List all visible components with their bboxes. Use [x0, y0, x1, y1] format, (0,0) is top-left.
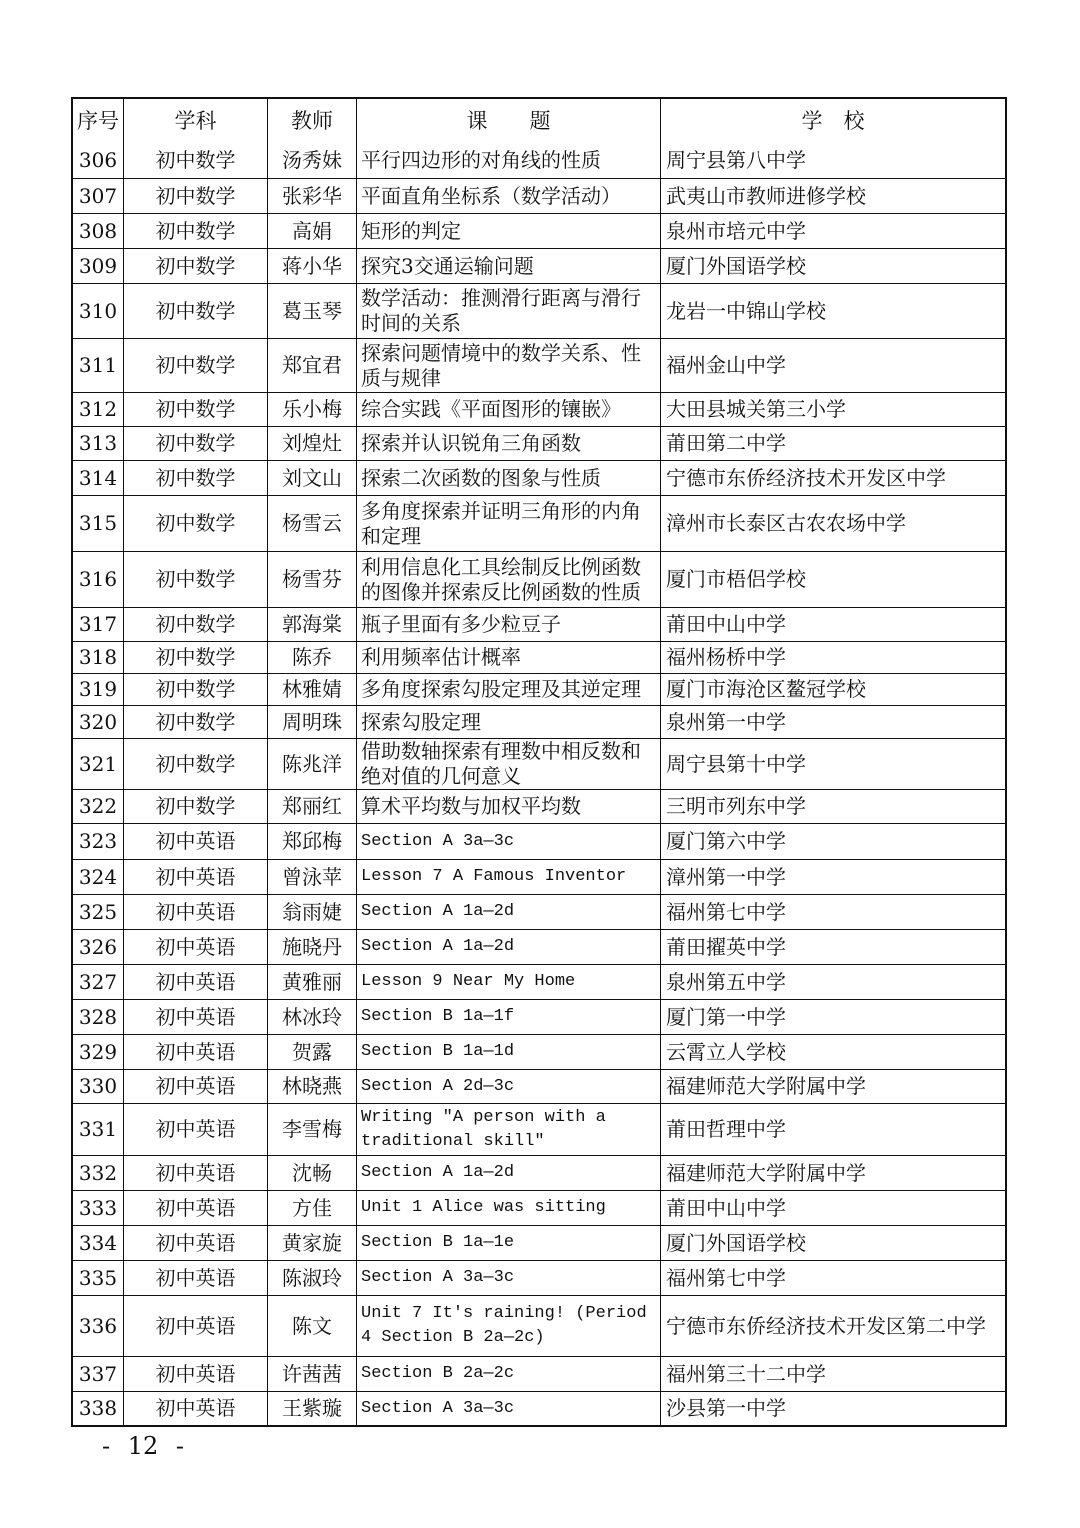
cell-number: 313: [73, 427, 124, 460]
table-row: [73, 248, 1005, 283]
cell-topic: Section B 1a—1d: [357, 1035, 661, 1069]
cell-topic: Section B 1a—1f: [357, 1000, 661, 1034]
cell-school: 宁德市东侨经济技术开发区第二中学: [666, 1313, 986, 1338]
header-number: 序号: [73, 99, 124, 143]
cell-topic: 探索并认识锐角三角函数: [357, 427, 661, 460]
cell-subject: 初中数学: [124, 552, 268, 607]
cell-teacher: 葛玉琴: [268, 284, 357, 338]
cell-school: 漳州第一中学: [666, 864, 786, 889]
cell-topic: Writing "A person with a traditional skill": [357, 1104, 661, 1155]
cell-teacher: 陈淑玲: [268, 1261, 357, 1295]
cell-school: 三明市列东中学: [666, 794, 806, 818]
cell-number: 333: [73, 1191, 124, 1225]
table-row: [73, 426, 1005, 460]
cell-teacher: 曾泳苹: [268, 860, 357, 894]
cell-subject: 初中英语: [124, 1104, 268, 1155]
cell-number: 320: [73, 706, 124, 738]
cell-number: 336: [73, 1296, 124, 1356]
cell-number: 338: [73, 1392, 124, 1425]
table-row: [73, 607, 1005, 641]
table-row: [73, 673, 1005, 705]
table-row: [73, 859, 1005, 894]
cell-topic: Section A 3a—3c: [357, 1261, 661, 1295]
cell-teacher: 刘煌灶: [268, 427, 357, 460]
cell-topic: 综合实践《平面图形的镶嵌》: [357, 393, 661, 426]
table-row: [73, 738, 1005, 789]
table-row: [73, 1155, 1005, 1190]
cell-teacher: 陈文: [268, 1296, 357, 1356]
cell-teacher: 周明珠: [268, 706, 357, 738]
cell-subject: 初中数学: [124, 249, 268, 283]
cell-school: 厦门外国语学校: [666, 1230, 806, 1255]
cell-teacher: 沈畅: [268, 1156, 357, 1190]
header-school: 学 校: [801, 108, 865, 133]
cell-school: 泉州市培元中学: [666, 218, 806, 243]
cell-subject: 初中英语: [124, 895, 268, 929]
cell-teacher: 贺露: [268, 1035, 357, 1069]
cell-number: 331: [73, 1104, 124, 1155]
cell-teacher: 郭海棠: [268, 608, 357, 641]
cell-teacher: 刘文山: [268, 461, 357, 495]
table-row: [73, 1069, 1005, 1103]
cell-school: 厦门市海沧区鳌冠学校: [666, 677, 866, 701]
cell-number: 321: [73, 739, 124, 789]
cell-topic: Unit 1 Alice was sitting: [357, 1191, 661, 1225]
cell-school: 泉州第五中学: [666, 969, 786, 994]
table-row: [73, 1190, 1005, 1225]
table-row: [73, 495, 1005, 551]
cell-topic: 数学活动：推测滑行距离与滑行时间的关系: [357, 284, 661, 338]
cell-teacher: 林雅婧: [268, 674, 357, 705]
cell-topic: 探究3交通运输问题: [357, 249, 661, 283]
cell-subject: 初中数学: [124, 739, 268, 789]
cell-teacher: 林冰玲: [268, 1000, 357, 1034]
cell-topic: Section B 1a—1e: [357, 1226, 661, 1260]
cell-school: 厦门第六中学: [666, 829, 786, 853]
cell-number: 316: [73, 552, 124, 607]
cell-topic: Section B 2a—2c: [357, 1357, 661, 1391]
cell-subject: 初中英语: [124, 824, 268, 859]
cell-number: 327: [73, 965, 124, 999]
cell-topic: Section A 1a—2d: [357, 895, 661, 929]
table-row: [73, 460, 1005, 495]
cell-topic: Unit 7 It's raining! (Period 4 Section B 2a—2c): [357, 1296, 661, 1356]
cell-subject: 初中数学: [124, 339, 268, 392]
cell-number: 308: [73, 214, 124, 248]
cell-subject: 初中英语: [124, 1035, 268, 1069]
cell-subject: 初中数学: [124, 496, 268, 551]
lesson-table: [71, 97, 1007, 1427]
cell-subject: 初中英语: [124, 1392, 268, 1425]
cell-school: 莆田哲理中学: [666, 1117, 786, 1141]
cell-subject: 初中英语: [124, 1226, 268, 1260]
table-row: [73, 1034, 1005, 1069]
cell-teacher: 杨雪云: [268, 496, 357, 551]
cell-school: 福建师范大学附属中学: [666, 1074, 866, 1098]
header-teacher: 教师: [268, 99, 357, 143]
cell-topic: 多角度探索并证明三角形的内角和定理: [357, 496, 661, 551]
cell-number: 322: [73, 790, 124, 823]
cell-topic: 矩形的判定: [357, 214, 661, 248]
cell-number: 337: [73, 1357, 124, 1391]
cell-topic: 平面直角坐标系（数学活动）: [357, 179, 661, 213]
table-row: [73, 213, 1005, 248]
table-row: [73, 1103, 1005, 1155]
cell-school: 沙县第一中学: [666, 1396, 786, 1420]
cell-teacher: 黄雅丽: [268, 965, 357, 999]
cell-subject: 初中数学: [124, 706, 268, 738]
cell-number: 325: [73, 895, 124, 929]
cell-subject: 初中英语: [124, 1000, 268, 1034]
cell-school: 宁德市东侨经济技术开发区中学: [666, 465, 946, 490]
table-row: [73, 143, 1005, 178]
cell-teacher: 王紫璇: [268, 1392, 357, 1425]
cell-number: 332: [73, 1156, 124, 1190]
cell-teacher: 汤秀妹: [268, 143, 357, 178]
cell-topic: 多角度探索勾股定理及其逆定理: [357, 674, 661, 705]
cell-topic: Lesson 7 A Famous Inventor: [357, 860, 661, 894]
table-row: [73, 1356, 1005, 1391]
cell-teacher: 方佳: [268, 1191, 357, 1225]
cell-school: 福州杨桥中学: [666, 645, 786, 669]
cell-subject: 初中英语: [124, 1191, 268, 1225]
cell-number: 307: [73, 179, 124, 213]
table-row: [73, 283, 1005, 338]
cell-teacher: 蒋小华: [268, 249, 357, 283]
cell-school: 云霄立人学校: [666, 1039, 786, 1064]
cell-teacher: 黄家旋: [268, 1226, 357, 1260]
table-row: [73, 1225, 1005, 1260]
cell-subject: 初中英语: [124, 1261, 268, 1295]
cell-school: 福建师范大学附属中学: [666, 1160, 866, 1185]
table-row: [73, 641, 1005, 673]
cell-subject: 初中英语: [124, 930, 268, 964]
cell-subject: 初中数学: [124, 393, 268, 426]
cell-number: 318: [73, 642, 124, 673]
cell-teacher: 林晓燕: [268, 1070, 357, 1103]
table-body: [73, 143, 1005, 1425]
cell-school: 莆田第二中学: [666, 431, 786, 455]
cell-teacher: 李雪梅: [268, 1104, 357, 1155]
cell-topic: Section A 1a—2d: [357, 1156, 661, 1190]
cell-teacher: 施晓丹: [268, 930, 357, 964]
cell-number: 312: [73, 393, 124, 426]
cell-school: 福州第三十二中学: [666, 1361, 826, 1386]
table-row: [73, 1260, 1005, 1295]
cell-teacher: 张彩华: [268, 179, 357, 213]
cell-subject: 初中数学: [124, 642, 268, 673]
cell-number: 335: [73, 1261, 124, 1295]
table-row: [73, 705, 1005, 738]
cell-school: 厦门第一中学: [666, 1004, 786, 1029]
cell-school: 福州第七中学: [666, 899, 786, 924]
cell-subject: 初中数学: [124, 214, 268, 248]
cell-number: 334: [73, 1226, 124, 1260]
cell-subject: 初中英语: [124, 1357, 268, 1391]
cell-topic: 探索勾股定理: [357, 706, 661, 738]
cell-number: 315: [73, 496, 124, 551]
cell-topic: 瓶子里面有多少粒豆子: [357, 608, 661, 641]
header-topic: 课 题: [357, 99, 661, 143]
table-row: [73, 1295, 1005, 1356]
table-row: [73, 929, 1005, 964]
cell-topic: 借助数轴探索有理数中相反数和绝对值的几何意义: [357, 739, 661, 789]
cell-subject: 初中数学: [124, 461, 268, 495]
table-row: [73, 392, 1005, 426]
cell-school: 周宁县第十中学: [666, 751, 806, 776]
cell-topic: 探索二次函数的图象与性质: [357, 461, 661, 495]
cell-school: 莆田中山中学: [666, 1195, 786, 1220]
cell-topic: Section A 1a—2d: [357, 930, 661, 964]
cell-topic: Section A 2d—3c: [357, 1070, 661, 1103]
cell-teacher: 乐小梅: [268, 393, 357, 426]
cell-subject: 初中数学: [124, 790, 268, 823]
cell-topic: Lesson 9 Near My Home: [357, 965, 661, 999]
table-row: [73, 338, 1005, 392]
cell-subject: 初中英语: [124, 860, 268, 894]
cell-teacher: 陈兆洋: [268, 739, 357, 789]
cell-school: 莆田中山中学: [666, 612, 786, 636]
cell-number: 326: [73, 930, 124, 964]
cell-number: 311: [73, 339, 124, 392]
cell-number: 330: [73, 1070, 124, 1103]
cell-number: 309: [73, 249, 124, 283]
cell-school: 武夷山市教师进修学校: [666, 183, 866, 208]
table-row: [73, 789, 1005, 823]
cell-subject: 初中英语: [124, 965, 268, 999]
cell-topic: Section A 3a—3c: [357, 1392, 661, 1425]
cell-number: 319: [73, 674, 124, 705]
table-row: [73, 551, 1005, 607]
cell-number: 324: [73, 860, 124, 894]
cell-school: 福州金山中学: [666, 353, 786, 377]
cell-topic: 平行四边形的对角线的性质: [357, 143, 661, 178]
cell-school: 大田县城关第三小学: [666, 397, 846, 421]
cell-teacher: 陈乔: [268, 642, 357, 673]
cell-subject: 初中数学: [124, 674, 268, 705]
cell-school: 厦门市梧侣学校: [666, 567, 806, 591]
cell-topic: 利用信息化工具绘制反比例函数的图像并探索反比例函数的性质: [357, 552, 661, 607]
cell-teacher: 许茜茜: [268, 1357, 357, 1391]
table-row: [73, 894, 1005, 929]
cell-subject: 初中英语: [124, 1070, 268, 1103]
page-number: - 12 -: [102, 1432, 185, 1460]
cell-subject: 初中数学: [124, 608, 268, 641]
cell-topic: Section A 3a—3c: [357, 824, 661, 859]
cell-teacher: 高娟: [268, 214, 357, 248]
cell-teacher: 郑丽红: [268, 790, 357, 823]
cell-school: 厦门外国语学校: [666, 253, 806, 278]
cell-teacher: 杨雪芬: [268, 552, 357, 607]
table-row: [73, 178, 1005, 213]
table-row: [73, 964, 1005, 999]
cell-teacher: 郑邱梅: [268, 824, 357, 859]
cell-number: 306: [73, 143, 124, 178]
table-row: [73, 823, 1005, 859]
cell-number: 310: [73, 284, 124, 338]
cell-school: 漳州市长泰区古农农场中学: [666, 511, 906, 535]
table-header-row: [73, 99, 1005, 143]
table-row: [73, 999, 1005, 1034]
cell-subject: 初中数学: [124, 179, 268, 213]
cell-school: 福州第七中学: [666, 1265, 786, 1290]
table-row: [73, 1391, 1005, 1425]
cell-subject: 初中英语: [124, 1156, 268, 1190]
cell-number: 328: [73, 1000, 124, 1034]
cell-number: 329: [73, 1035, 124, 1069]
cell-school: 泉州第一中学: [666, 709, 786, 734]
cell-teacher: 翁雨婕: [268, 895, 357, 929]
cell-topic: 算术平均数与加权平均数: [357, 790, 661, 823]
cell-number: 323: [73, 824, 124, 859]
cell-subject: 初中英语: [124, 1296, 268, 1356]
cell-subject: 初中数学: [124, 143, 268, 178]
header-subject: 学科: [124, 99, 268, 143]
cell-number: 314: [73, 461, 124, 495]
cell-subject: 初中数学: [124, 284, 268, 338]
cell-topic: 利用频率估计概率: [357, 642, 661, 673]
cell-topic: 探索问题情境中的数学关系、性质与规律: [357, 339, 661, 392]
cell-subject: 初中数学: [124, 427, 268, 460]
cell-school: 周宁县第八中学: [666, 148, 806, 172]
cell-school: 龙岩一中锦山学校: [666, 298, 826, 323]
cell-school: 莆田擢英中学: [666, 934, 786, 959]
cell-teacher: 郑宜君: [268, 339, 357, 392]
cell-number: 317: [73, 608, 124, 641]
